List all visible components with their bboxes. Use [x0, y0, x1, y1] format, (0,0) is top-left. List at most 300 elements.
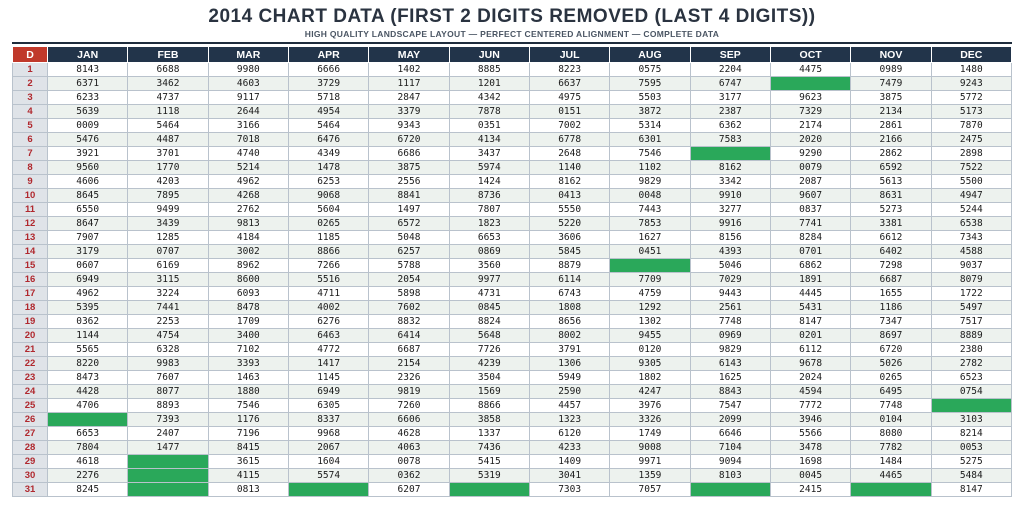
- month-header-jun: JUN: [449, 47, 529, 63]
- table-row: [13, 287, 1012, 301]
- value-cell: 6362: [690, 119, 770, 133]
- value-cell: 4962: [48, 287, 128, 301]
- value-cell: 1402: [369, 63, 449, 77]
- table-row: [13, 469, 1012, 483]
- value-cell: 5604: [288, 203, 368, 217]
- value-cell: 9623: [770, 91, 850, 105]
- value-cell: 7895: [128, 189, 208, 203]
- value-cell: 5718: [288, 91, 368, 105]
- day-label: 31: [13, 483, 48, 497]
- value-cell: 7018: [208, 133, 288, 147]
- value-cell: 3041: [529, 469, 609, 483]
- value-cell: 2174: [770, 119, 850, 133]
- value-cell: 1802: [610, 371, 690, 385]
- value-cell: 3224: [128, 287, 208, 301]
- value-cell: 1117: [369, 77, 449, 91]
- table-row: [13, 455, 1012, 469]
- value-cell: 0362: [48, 315, 128, 329]
- value-cell: 2204: [690, 63, 770, 77]
- month-header-jan: JAN: [48, 47, 128, 63]
- value-cell: 4759: [610, 287, 690, 301]
- value-cell: 5415: [449, 455, 529, 469]
- value-cell: 3875: [851, 91, 931, 105]
- value-cell: 6720: [369, 133, 449, 147]
- value-cell: 2475: [931, 133, 1011, 147]
- value-cell: 6328: [128, 343, 208, 357]
- value-cell: 8645: [48, 189, 128, 203]
- value-cell: 1337: [449, 427, 529, 441]
- value-cell: 3179: [48, 245, 128, 259]
- missing-value-cell: [931, 399, 1011, 413]
- value-cell: 6301: [610, 133, 690, 147]
- value-cell: 1749: [610, 427, 690, 441]
- value-cell: 7602: [369, 301, 449, 315]
- day-label: 21: [13, 343, 48, 357]
- value-cell: 7002: [529, 119, 609, 133]
- value-cell: 0989: [851, 63, 931, 77]
- day-label: 13: [13, 231, 48, 245]
- value-cell: 2020: [770, 133, 850, 147]
- day-label: 26: [13, 413, 48, 427]
- value-cell: 3381: [851, 217, 931, 231]
- value-cell: 9243: [931, 77, 1011, 91]
- value-cell: 9916: [690, 217, 770, 231]
- value-cell: 7441: [128, 301, 208, 315]
- value-cell: 3606: [529, 231, 609, 245]
- value-cell: 5949: [529, 371, 609, 385]
- value-cell: 6653: [449, 231, 529, 245]
- value-cell: 4628: [369, 427, 449, 441]
- value-cell: 3326: [610, 413, 690, 427]
- value-cell: 6207: [369, 483, 449, 497]
- month-header-mar: MAR: [208, 47, 288, 63]
- value-cell: 8337: [288, 413, 368, 427]
- value-cell: 0362: [369, 469, 449, 483]
- value-cell: 0813: [208, 483, 288, 497]
- value-cell: 7029: [690, 273, 770, 287]
- table-row: [13, 259, 1012, 273]
- value-cell: 4393: [690, 245, 770, 259]
- table-row: [13, 399, 1012, 413]
- value-cell: 6276: [288, 315, 368, 329]
- value-cell: 8736: [449, 189, 529, 203]
- value-cell: 3729: [288, 77, 368, 91]
- value-cell: 2099: [690, 413, 770, 427]
- value-cell: 1409: [529, 455, 609, 469]
- value-cell: 9499: [128, 203, 208, 217]
- value-cell: 8077: [128, 385, 208, 399]
- value-cell: 5613: [851, 175, 931, 189]
- value-cell: 3002: [208, 245, 288, 259]
- value-cell: 4711: [288, 287, 368, 301]
- value-cell: 2326: [369, 371, 449, 385]
- table-row: [13, 329, 1012, 343]
- day-label: 17: [13, 287, 48, 301]
- value-cell: 8143: [48, 63, 128, 77]
- value-cell: 2253: [128, 315, 208, 329]
- value-cell: 1497: [369, 203, 449, 217]
- value-cell: 4239: [449, 357, 529, 371]
- day-label: 9: [13, 175, 48, 189]
- day-label: 7: [13, 147, 48, 161]
- value-cell: 3439: [128, 217, 208, 231]
- value-cell: 6653: [48, 427, 128, 441]
- value-cell: 9443: [690, 287, 770, 301]
- missing-value-cell: [690, 147, 770, 161]
- value-cell: 4268: [208, 189, 288, 203]
- value-cell: 8473: [48, 371, 128, 385]
- value-cell: 1176: [208, 413, 288, 427]
- value-cell: 9290: [770, 147, 850, 161]
- day-label: 1: [13, 63, 48, 77]
- value-cell: 9678: [770, 357, 850, 371]
- value-cell: 6495: [851, 385, 931, 399]
- table-body: [13, 63, 1012, 497]
- value-cell: 4487: [128, 133, 208, 147]
- value-cell: 2898: [931, 147, 1011, 161]
- value-cell: 4618: [48, 455, 128, 469]
- value-cell: 7057: [610, 483, 690, 497]
- value-cell: 0754: [931, 385, 1011, 399]
- value-cell: 1323: [529, 413, 609, 427]
- day-label: 23: [13, 371, 48, 385]
- value-cell: 8156: [690, 231, 770, 245]
- value-cell: 5648: [449, 329, 529, 343]
- value-cell: 2276: [48, 469, 128, 483]
- value-cell: 6592: [851, 161, 931, 175]
- table-row: [13, 189, 1012, 203]
- value-cell: 8147: [770, 315, 850, 329]
- value-cell: 8103: [690, 469, 770, 483]
- value-cell: 3115: [128, 273, 208, 287]
- day-label: 25: [13, 399, 48, 413]
- value-cell: 7726: [449, 343, 529, 357]
- value-cell: 6463: [288, 329, 368, 343]
- value-cell: 6687: [851, 273, 931, 287]
- value-cell: 7329: [770, 105, 850, 119]
- value-cell: 6743: [529, 287, 609, 301]
- value-cell: 8147: [931, 483, 1011, 497]
- value-cell: 7303: [529, 483, 609, 497]
- value-cell: 1285: [128, 231, 208, 245]
- value-cell: 6949: [288, 385, 368, 399]
- value-cell: 4233: [529, 441, 609, 455]
- value-cell: 5845: [529, 245, 609, 259]
- value-cell: 3791: [529, 343, 609, 357]
- table-row: [13, 427, 1012, 441]
- day-label: 8: [13, 161, 48, 175]
- value-cell: 0845: [449, 301, 529, 315]
- value-cell: 7393: [128, 413, 208, 427]
- value-cell: 0451: [610, 245, 690, 259]
- month-header-feb: FEB: [128, 47, 208, 63]
- month-header-sep: SEP: [690, 47, 770, 63]
- header-row: [13, 47, 1012, 63]
- value-cell: 0413: [529, 189, 609, 203]
- value-cell: 3400: [208, 329, 288, 343]
- value-cell: 6112: [770, 343, 850, 357]
- value-cell: 4740: [208, 147, 288, 161]
- day-label: 11: [13, 203, 48, 217]
- value-cell: 5788: [369, 259, 449, 273]
- value-cell: 4457: [529, 399, 609, 413]
- value-cell: 7595: [610, 77, 690, 91]
- value-cell: 0201: [770, 329, 850, 343]
- value-cell: 3393: [208, 357, 288, 371]
- value-cell: 1302: [610, 315, 690, 329]
- month-header-dec: DEC: [931, 47, 1011, 63]
- table-row: [13, 203, 1012, 217]
- day-label: 16: [13, 273, 48, 287]
- value-cell: 7547: [690, 399, 770, 413]
- day-label: 10: [13, 189, 48, 203]
- value-cell: 1604: [288, 455, 368, 469]
- value-cell: 4706: [48, 399, 128, 413]
- day-label: 18: [13, 301, 48, 315]
- value-cell: 7748: [690, 315, 770, 329]
- value-cell: 5565: [48, 343, 128, 357]
- value-cell: 3342: [690, 175, 770, 189]
- value-cell: 5395: [48, 301, 128, 315]
- value-cell: 0869: [449, 245, 529, 259]
- value-cell: 9305: [610, 357, 690, 371]
- day-label: 29: [13, 455, 48, 469]
- month-header-apr: APR: [288, 47, 368, 63]
- value-cell: 2862: [851, 147, 931, 161]
- value-cell: 9037: [931, 259, 1011, 273]
- value-cell: 5275: [931, 455, 1011, 469]
- value-cell: 2166: [851, 133, 931, 147]
- value-cell: 5026: [851, 357, 931, 371]
- month-header-aug: AUG: [610, 47, 690, 63]
- value-cell: 8220: [48, 357, 128, 371]
- value-cell: 4002: [288, 301, 368, 315]
- value-cell: 6257: [369, 245, 449, 259]
- value-cell: 1770: [128, 161, 208, 175]
- value-cell: 7546: [208, 399, 288, 413]
- value-cell: 8214: [931, 427, 1011, 441]
- table-row: [13, 231, 1012, 245]
- value-cell: 7298: [851, 259, 931, 273]
- value-cell: 1722: [931, 287, 1011, 301]
- table-row: [13, 147, 1012, 161]
- value-cell: 2415: [770, 483, 850, 497]
- value-cell: 8893: [128, 399, 208, 413]
- value-cell: 7741: [770, 217, 850, 231]
- value-cell: 4134: [449, 133, 529, 147]
- value-cell: 4342: [449, 91, 529, 105]
- value-cell: 3858: [449, 413, 529, 427]
- chart-subtitle: HIGH QUALITY LANDSCAPE LAYOUT — PERFECT CENTERED ALIGNMENT — COMPLETE DATA: [304, 29, 720, 39]
- value-cell: 2067: [288, 441, 368, 455]
- value-cell: 1709: [208, 315, 288, 329]
- value-cell: 0575: [610, 63, 690, 77]
- value-cell: 1480: [931, 63, 1011, 77]
- value-cell: 6523: [931, 371, 1011, 385]
- value-cell: 5503: [610, 91, 690, 105]
- value-cell: 7347: [851, 315, 931, 329]
- value-cell: 9968: [288, 427, 368, 441]
- value-cell: 7546: [610, 147, 690, 161]
- value-cell: 1627: [610, 231, 690, 245]
- value-cell: 3478: [770, 441, 850, 455]
- value-cell: 6476: [288, 133, 368, 147]
- value-cell: 9068: [288, 189, 368, 203]
- value-cell: 6612: [851, 231, 931, 245]
- value-cell: 0837: [770, 203, 850, 217]
- value-cell: 7343: [931, 231, 1011, 245]
- value-cell: 9983: [128, 357, 208, 371]
- value-cell: 2387: [690, 105, 770, 119]
- day-column-header: D: [13, 47, 48, 63]
- value-cell: 4772: [288, 343, 368, 357]
- value-cell: 0351: [449, 119, 529, 133]
- value-cell: 8478: [208, 301, 288, 315]
- value-cell: 4594: [770, 385, 850, 399]
- table-row: [13, 63, 1012, 77]
- value-cell: 9560: [48, 161, 128, 175]
- value-cell: 3921: [48, 147, 128, 161]
- month-header-nov: NOV: [851, 47, 931, 63]
- value-cell: 5173: [931, 105, 1011, 119]
- value-cell: 3166: [208, 119, 288, 133]
- value-cell: 6305: [288, 399, 368, 413]
- value-cell: 8284: [770, 231, 850, 245]
- value-cell: 2762: [208, 203, 288, 217]
- value-cell: 5214: [208, 161, 288, 175]
- value-cell: 3560: [449, 259, 529, 273]
- value-cell: 0701: [770, 245, 850, 259]
- value-cell: 8866: [449, 399, 529, 413]
- value-cell: 6538: [931, 217, 1011, 231]
- value-cell: 3701: [128, 147, 208, 161]
- day-label: 28: [13, 441, 48, 455]
- value-cell: 5484: [931, 469, 1011, 483]
- value-cell: 6253: [288, 175, 368, 189]
- value-cell: 2556: [369, 175, 449, 189]
- value-cell: 8223: [529, 63, 609, 77]
- value-cell: 6687: [369, 343, 449, 357]
- day-label: 22: [13, 357, 48, 371]
- value-cell: 5566: [770, 427, 850, 441]
- value-cell: 1292: [610, 301, 690, 315]
- value-cell: 7807: [449, 203, 529, 217]
- value-cell: 1478: [288, 161, 368, 175]
- day-label: 14: [13, 245, 48, 259]
- value-cell: 1880: [208, 385, 288, 399]
- value-cell: 4115: [208, 469, 288, 483]
- value-cell: 6778: [529, 133, 609, 147]
- value-cell: 5273: [851, 203, 931, 217]
- value-cell: 4588: [931, 245, 1011, 259]
- value-cell: 4184: [208, 231, 288, 245]
- value-cell: 5244: [931, 203, 1011, 217]
- value-cell: 0079: [770, 161, 850, 175]
- value-cell: 3615: [208, 455, 288, 469]
- value-cell: 7907: [48, 231, 128, 245]
- value-cell: 3177: [690, 91, 770, 105]
- value-cell: 1186: [851, 301, 931, 315]
- value-cell: 8002: [529, 329, 609, 343]
- value-cell: 1185: [288, 231, 368, 245]
- value-cell: 1698: [770, 455, 850, 469]
- value-cell: 5772: [931, 91, 1011, 105]
- missing-value-cell: [128, 469, 208, 483]
- table-row: [13, 301, 1012, 315]
- value-cell: 7804: [48, 441, 128, 455]
- value-cell: 1118: [128, 105, 208, 119]
- value-cell: 1306: [529, 357, 609, 371]
- value-cell: 5464: [288, 119, 368, 133]
- value-cell: 2087: [770, 175, 850, 189]
- value-cell: 7266: [288, 259, 368, 273]
- value-cell: 0009: [48, 119, 128, 133]
- value-cell: 4947: [931, 189, 1011, 203]
- value-cell: 8866: [288, 245, 368, 259]
- value-cell: 3872: [610, 105, 690, 119]
- value-cell: 5574: [288, 469, 368, 483]
- value-cell: 8885: [449, 63, 529, 77]
- value-cell: 2648: [529, 147, 609, 161]
- value-cell: 7260: [369, 399, 449, 413]
- value-cell: 2380: [931, 343, 1011, 357]
- day-label: 30: [13, 469, 48, 483]
- value-cell: 8162: [690, 161, 770, 175]
- table-row: [13, 315, 1012, 329]
- value-cell: 3277: [690, 203, 770, 217]
- value-cell: 6637: [529, 77, 609, 91]
- value-cell: 4954: [288, 105, 368, 119]
- chart-title: 2014 CHART DATA (FIRST 2 DIGITS REMOVED (LAST 4 DIGITS)): [208, 6, 816, 27]
- value-cell: 8600: [208, 273, 288, 287]
- value-cell: 9910: [690, 189, 770, 203]
- value-cell: 9971: [610, 455, 690, 469]
- value-cell: 2561: [690, 301, 770, 315]
- value-cell: 5898: [369, 287, 449, 301]
- value-cell: 8079: [931, 273, 1011, 287]
- value-cell: 6169: [128, 259, 208, 273]
- value-cell: 1417: [288, 357, 368, 371]
- value-cell: 3103: [931, 413, 1011, 427]
- table-row: [13, 357, 1012, 371]
- value-cell: 4754: [128, 329, 208, 343]
- value-cell: 5464: [128, 119, 208, 133]
- value-cell: 7522: [931, 161, 1011, 175]
- value-cell: 9829: [690, 343, 770, 357]
- value-cell: 7607: [128, 371, 208, 385]
- value-cell: 6093: [208, 287, 288, 301]
- title-divider: [12, 42, 1012, 44]
- value-cell: 1655: [851, 287, 931, 301]
- value-cell: 0151: [529, 105, 609, 119]
- value-cell: 3437: [449, 147, 529, 161]
- value-cell: 5500: [931, 175, 1011, 189]
- value-cell: 4962: [208, 175, 288, 189]
- value-cell: 7517: [931, 315, 1011, 329]
- value-cell: 7748: [851, 399, 931, 413]
- month-header-jul: JUL: [529, 47, 609, 63]
- value-cell: 2134: [851, 105, 931, 119]
- value-cell: 5974: [449, 161, 529, 175]
- table-row: [13, 413, 1012, 427]
- table-row: [13, 217, 1012, 231]
- value-cell: 2644: [208, 105, 288, 119]
- value-cell: 4475: [770, 63, 850, 77]
- value-cell: 3462: [128, 77, 208, 91]
- value-cell: 2847: [369, 91, 449, 105]
- value-cell: 4606: [48, 175, 128, 189]
- value-cell: 6688: [128, 63, 208, 77]
